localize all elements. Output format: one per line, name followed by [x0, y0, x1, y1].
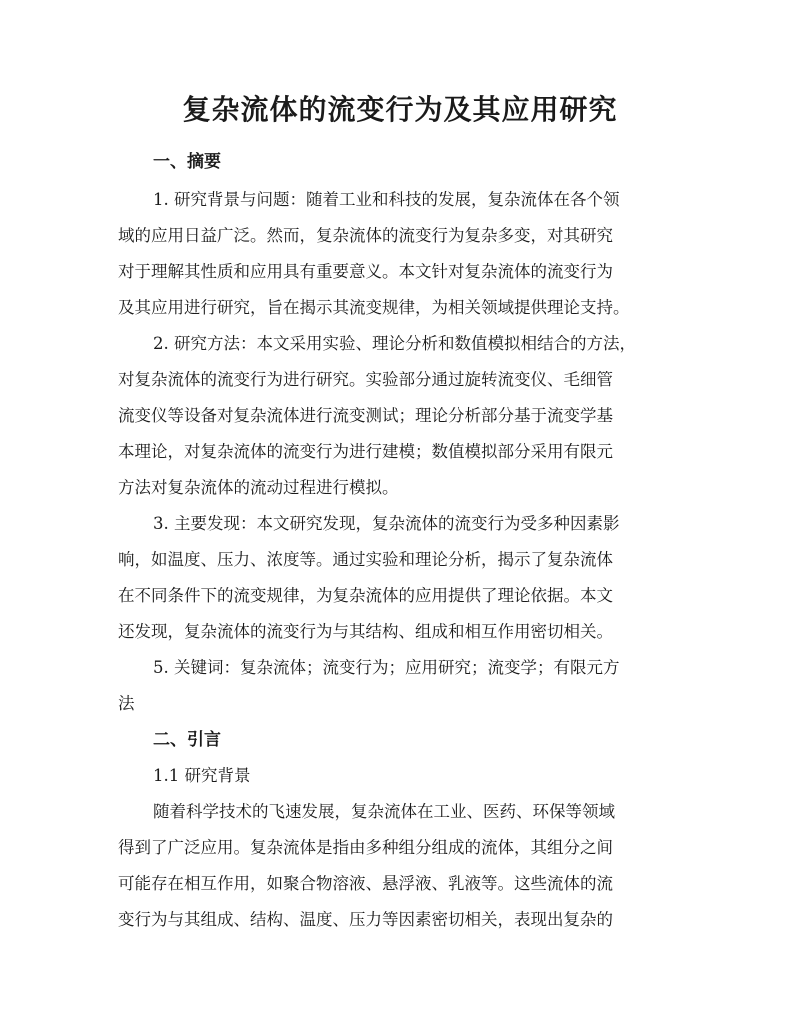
- paragraph-line: 对于理解其性质和应用具有重要意义。本文针对复杂流体的流变行为: [118, 262, 613, 281]
- paragraph-line: 流变仪等设备对复杂流体进行流变测试；理论分析部分基于流变学基: [118, 406, 613, 425]
- paragraph-line: 1. 研究背景与问题：随着工业和科技的发展，复杂流体在各个领: [153, 190, 620, 209]
- paragraph-line: 3. 主要发现：本文研究发现，复杂流体的流变行为受多种因素影: [153, 514, 620, 533]
- paragraph-line: 5. 关键词：复杂流体；流变行为；应用研究；流变学；有限元方: [153, 658, 620, 677]
- paragraph-line: 域的应用日益广泛。然而，复杂流体的流变行为复杂多变，对其研究: [118, 226, 613, 245]
- paragraph-line: 在不同条件下的流变规律，为复杂流体的应用提供了理论依据。本文: [118, 586, 613, 605]
- paragraph-line: 还发现，复杂流体的流变行为与其结构、组成和相互作用密切相关。: [118, 622, 613, 641]
- paragraph-line: 响，如温度、压力、浓度等。通过实验和理论分析，揭示了复杂流体: [118, 550, 613, 569]
- paragraph-line: 对复杂流体的流变行为进行研究。实验部分通过旋转流变仪、毛细管: [118, 370, 613, 389]
- paragraph-line: 变行为与其组成、结构、温度、压力等因素密切相关，表现出复杂的: [118, 910, 613, 929]
- paragraph-line: 本理论，对复杂流体的流变行为进行建模；数值模拟部分采用有限元: [118, 442, 613, 461]
- section-heading-abstract: 一、摘要: [153, 152, 221, 172]
- paragraph-line: 方法对复杂流体的流动过程进行模拟。: [118, 478, 399, 497]
- paragraph-line: 及其应用进行研究，旨在揭示其流变规律，为相关领域提供理论支持。: [118, 298, 630, 317]
- paragraph-line: 可能存在相互作用，如聚合物溶液、悬浮液、乳液等。这些流体的流: [118, 874, 613, 893]
- document-title: 复杂流体的流变行为及其应用研究: [182, 93, 618, 126]
- section-heading-introduction: 二、引言: [153, 730, 221, 750]
- subsection-heading: 1.1 研究背景: [153, 766, 251, 785]
- paragraph-line: 法: [118, 694, 135, 713]
- paragraph-line: 得到了广泛应用。复杂流体是指由多种组分组成的流体，其组分之间: [118, 838, 613, 857]
- paragraph-line: 随着科学技术的飞速发展，复杂流体在工业、医药、环保等领域: [153, 802, 615, 821]
- paragraph-line: 2. 研究方法：本文采用实验、理论分析和数值模拟相结合的方法，: [153, 334, 636, 353]
